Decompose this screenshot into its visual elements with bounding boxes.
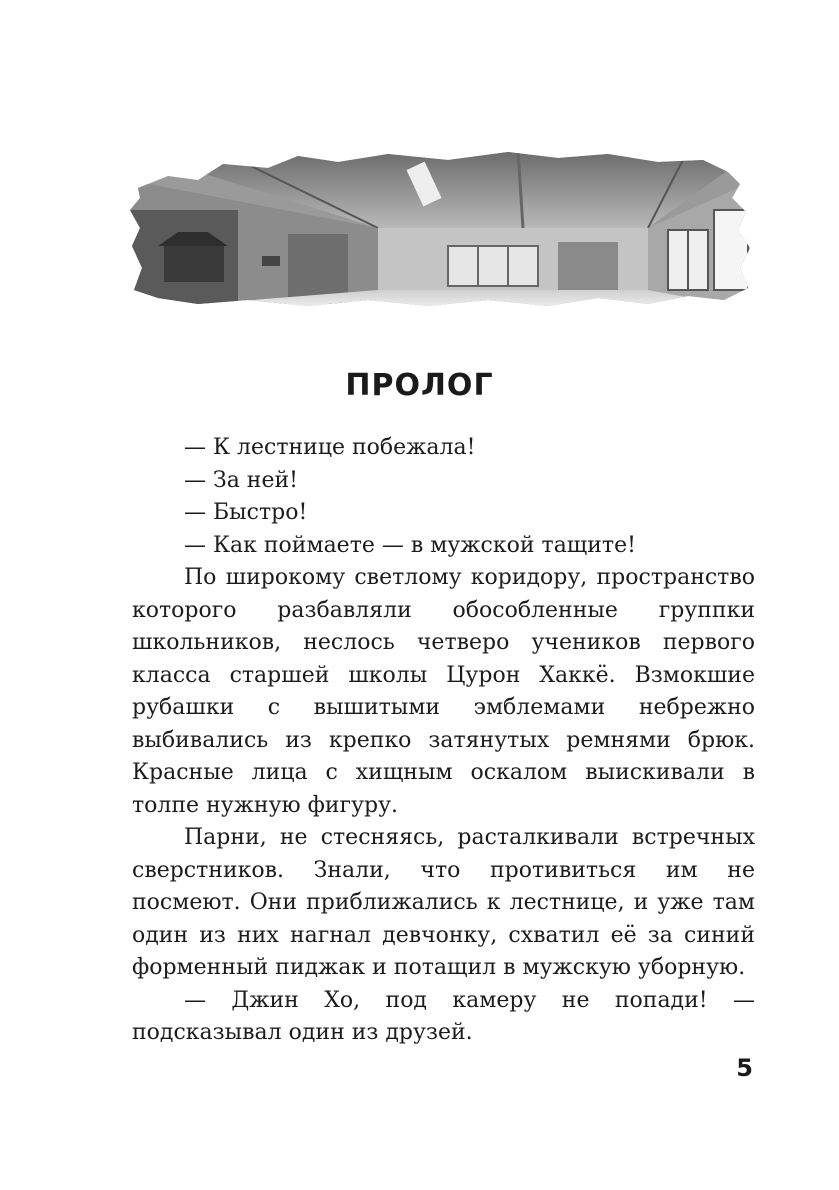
paragraph: По широкому светлому коридору, пространство которого разбавляли обособленные группки школьников, неслось четверо учеников первого класса старшей школы Цурон Хаккё. Взмокшие рубашки с вышитыми эмблемами небрежно выбивались из крепко затянутых ремнями брюк. Красные лица с хищным оскалом выискивали в толпе нужную фигуру.: [132, 565, 755, 818]
school-corridor-illustration-icon: [128, 150, 756, 310]
paragraph: — Джин Хо, под камеру не попади! — подсказывал один из друзей.: [132, 987, 755, 1045]
dialogue-line: — Быстро!: [184, 500, 308, 525]
dialogue-line: — Как поймаете — в мужской тащите!: [184, 532, 636, 558]
dialogue-line: — За ней!: [184, 467, 298, 493]
chapter-header-illustration: [128, 150, 756, 310]
paragraph: Парни, не стесняясь, расталкивали встречных сверстников. Знали, что противиться им не посмеют. Они приближались к лестнице, и уже там один из них нагнал девчонку, схватил её за синий форменный пиджак и потащил в мужскую уборную.: [132, 825, 755, 980]
chapter-title: ПРОЛОГ: [345, 368, 494, 403]
dialogue-line: — К лестнице побежала!: [184, 435, 476, 460]
page-number: 5: [736, 1054, 753, 1082]
chapter-body: [132, 432, 755, 1050]
